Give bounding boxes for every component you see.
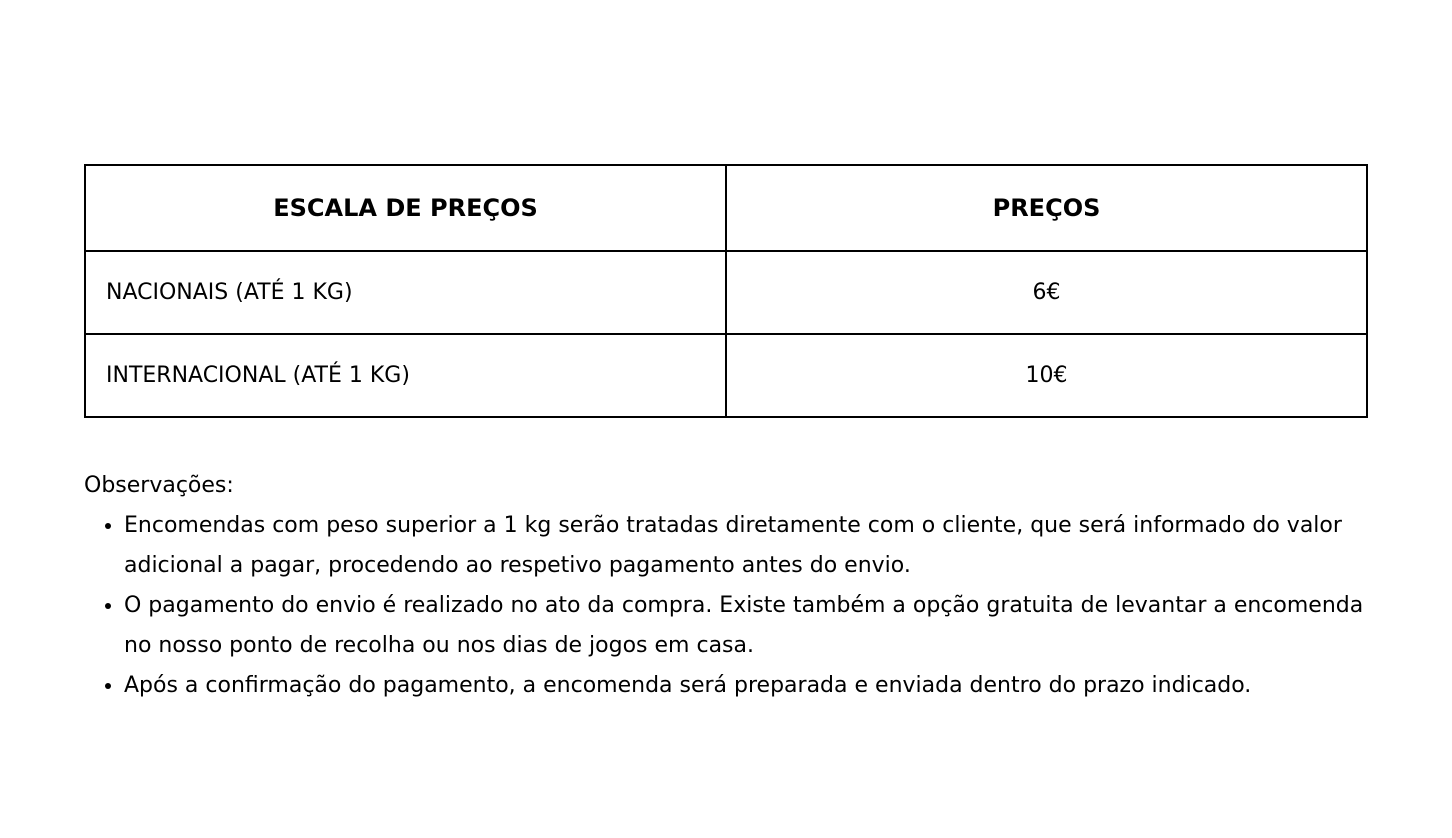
row-price-international: 10€ bbox=[726, 334, 1367, 417]
header-price-scale: ESCALA DE PREÇOS bbox=[85, 165, 726, 251]
table-row bbox=[85, 334, 1367, 417]
header-prices: PREÇOS bbox=[726, 165, 1367, 251]
price-table bbox=[84, 164, 1368, 418]
row-scale-national: NACIONAIS (ATÉ 1 KG) bbox=[85, 251, 726, 334]
list-item: • O pagamento do envio é realizado no ato da compra. Existe também a opção gratuita de levantar a encomenda no nosso ponto de recolha ou nos dias de jogos em casa. bbox=[124, 586, 1368, 666]
notes-list bbox=[84, 506, 1368, 706]
notes-title: Observações: bbox=[84, 473, 234, 498]
row-price-national: 6€ bbox=[726, 251, 1367, 334]
table-row bbox=[85, 251, 1367, 334]
row-scale-international: INTERNACIONAL (ATÉ 1 KG) bbox=[85, 334, 726, 417]
document-content bbox=[84, 164, 1368, 706]
list-item: • Encomendas com peso superior a 1 kg serão tratadas diretamente com o cliente, que será informado do valor adicional a pagar, procedendo ao respetivo pagamento antes do envio. bbox=[124, 506, 1368, 586]
list-item: • Após a confirmação do pagamento, a encomenda será preparada e enviada dentro do prazo indicado. bbox=[124, 666, 1368, 706]
table-header-row bbox=[85, 165, 1367, 251]
notes-section bbox=[84, 466, 1368, 706]
